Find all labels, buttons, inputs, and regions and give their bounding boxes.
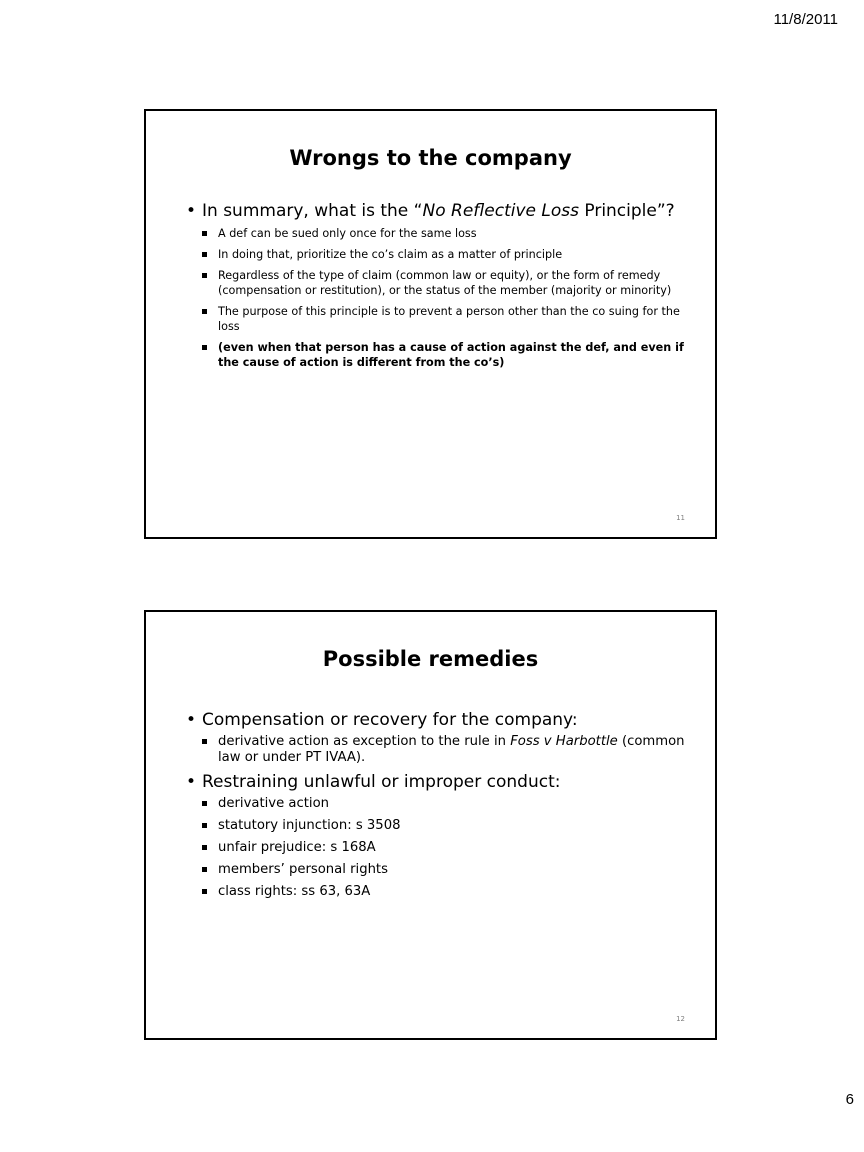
square-bullet-icon [202, 252, 207, 257]
sub-bullet-text: class rights: ss 63, 63A [218, 884, 371, 899]
bullet-dot-icon: • [186, 201, 197, 221]
square-bullet-icon [202, 739, 207, 744]
sub-bullet-point-bold [186, 340, 685, 370]
slide-number: 11 [676, 514, 685, 522]
sub-bullet-text: unfair prejudice: s 168A [218, 840, 376, 855]
sub-bullet-point [186, 796, 685, 812]
sub-bullet-text: Regardless of the type of claim (common law or equity), or the form of remedy (compensation or restitution), or the status of the member (majority or minority) [218, 269, 672, 297]
sub-bullet-text: A def can be sued only once for the same loss [218, 227, 477, 240]
square-bullet-icon [202, 345, 207, 350]
sub-bullet-point [186, 734, 685, 766]
page-number: 6 [845, 1091, 854, 1108]
sub-bullet-point [186, 247, 685, 262]
sub-bullet-point [186, 304, 685, 334]
bullet-point [186, 710, 685, 731]
sub-bullet-text: statutory injunction: s 3508 [218, 818, 401, 833]
slide-body [186, 201, 685, 376]
bullet-point [186, 772, 685, 793]
sub-bullet-point [186, 840, 685, 856]
bullet-text-start: In summary, what is the “ [202, 201, 423, 221]
square-bullet-icon [202, 273, 207, 278]
sub-bullet-text-italic: Foss v Harbottle [510, 734, 618, 749]
square-bullet-icon [202, 823, 207, 828]
bullet-text-italic: No Reflective Loss [422, 201, 579, 221]
sub-bullet-text: In doing that, prioritize the co’s claim as a matter of principle [218, 248, 563, 261]
sub-bullet-list [186, 734, 685, 766]
sub-bullet-text-start: derivative action as exception to the rule in [218, 734, 511, 749]
sub-bullet-list [186, 796, 685, 900]
sub-bullet-text: (even when that person has a cause of action against the def, and even if the cause of action is different from the co’s) [218, 341, 684, 369]
slide-11 [144, 109, 717, 539]
square-bullet-icon [202, 845, 207, 850]
slide-12 [144, 610, 717, 1040]
sub-bullet-list [186, 226, 685, 370]
sub-bullet-text: The purpose of this principle is to prevent a person other than the co suing for the loss [218, 305, 680, 333]
square-bullet-icon [202, 867, 207, 872]
sub-bullet-point [186, 884, 685, 900]
bullet-text: Compensation or recovery for the company: [202, 710, 578, 730]
bullet-dot-icon: • [186, 710, 197, 730]
bullet-dot-icon: • [186, 772, 197, 792]
slide-title: Possible remedies [322, 647, 539, 671]
sub-bullet-point [186, 226, 685, 241]
bullet-point [186, 201, 685, 222]
sub-bullet-text: members’ personal rights [218, 862, 388, 877]
page-date: 11/8/2011 [773, 11, 838, 28]
square-bullet-icon [202, 309, 207, 314]
bullet-text-end: Principle”? [578, 201, 675, 221]
sub-bullet-text: derivative action [218, 796, 329, 811]
square-bullet-icon [202, 231, 207, 236]
slide-number: 12 [676, 1015, 685, 1023]
slide-title: Wrongs to the company [289, 146, 572, 170]
square-bullet-icon [202, 801, 207, 806]
square-bullet-icon [202, 889, 207, 894]
slide-body [186, 710, 685, 906]
sub-bullet-text-end: (common law or under PT IVAA). [218, 734, 685, 765]
sub-bullet-point [186, 818, 685, 834]
bullet-text: Restraining unlawful or improper conduct: [202, 772, 561, 792]
sub-bullet-point [186, 862, 685, 878]
sub-bullet-point [186, 268, 685, 298]
